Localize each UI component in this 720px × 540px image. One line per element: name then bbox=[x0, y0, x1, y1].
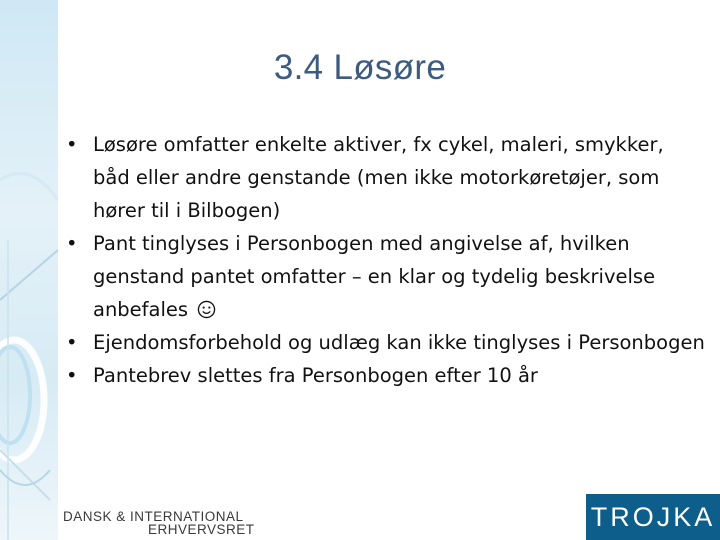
bullet-marker: • bbox=[66, 331, 78, 354]
logo-left-line2: ERHVERVSRET bbox=[148, 522, 255, 537]
bullet-text: Pantebrev slettes fra Personbogen efter 10 år bbox=[93, 364, 538, 387]
bullet-text: omfatter enkelte aktiver, fx cykel, maleri, smykker, båd eller andre genstande (men ikke motorkøretøjer, som hører til i Bilbogen) bbox=[93, 133, 664, 222]
slide-title: 3.4 Løsøre bbox=[273, 48, 447, 87]
dansk-international-erhvervsret-logo bbox=[63, 510, 255, 536]
justice-scale-graphic bbox=[0, 0, 58, 540]
bullet-marker: • bbox=[66, 364, 78, 387]
left-decorative-strip bbox=[0, 0, 58, 540]
bullet-item bbox=[66, 227, 706, 326]
bullet-item bbox=[66, 326, 706, 359]
logo-left-line1: DANSK & INTERNATIONAL bbox=[63, 509, 244, 524]
smiley-icon bbox=[197, 300, 216, 319]
bullet-marker: • bbox=[66, 133, 78, 156]
bullet-marker: • bbox=[66, 232, 78, 255]
bullet-text: Ejendomsforbehold og udlæg kan ikke tinglyses i Personbogen bbox=[93, 331, 705, 354]
bullet-text: Pant tinglyses i Personbogen med angivelse af, hvilken genstand pantet omfatter – en klar og tydelig beskrivelse anbefales bbox=[93, 232, 656, 321]
bullet-item bbox=[66, 128, 706, 227]
bullet-term: Løsøre bbox=[93, 133, 158, 156]
bullet-item bbox=[66, 359, 706, 392]
trojka-logo: TROJKA bbox=[586, 494, 720, 540]
bullet-list bbox=[66, 128, 706, 392]
